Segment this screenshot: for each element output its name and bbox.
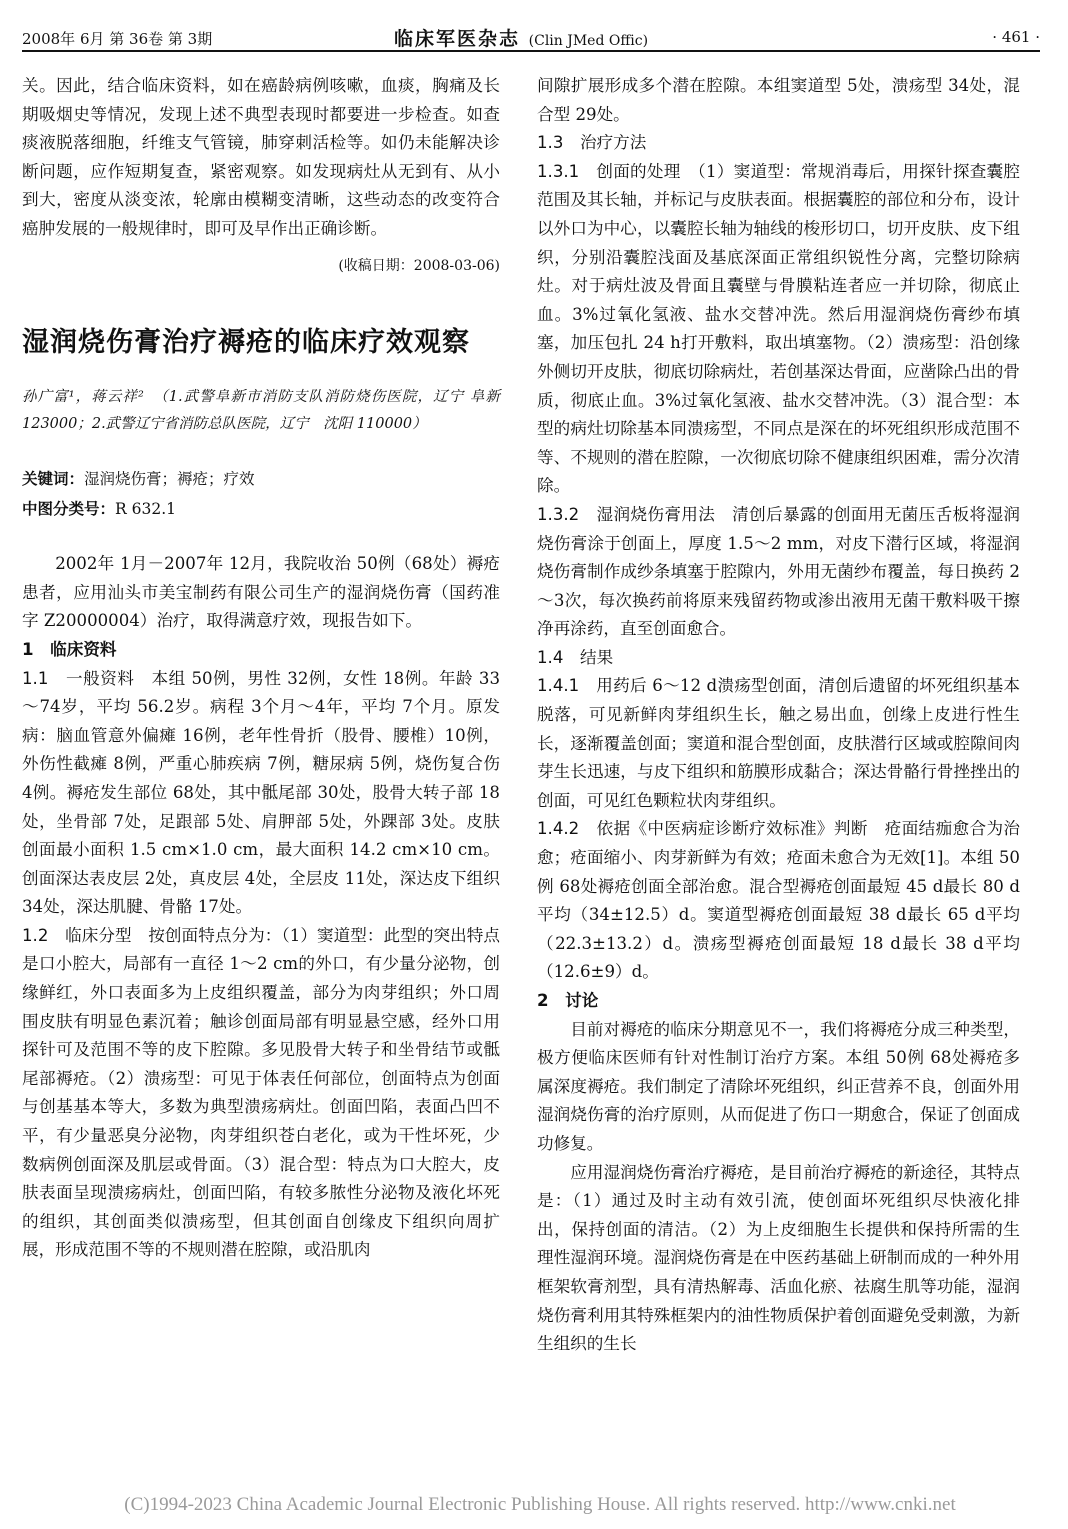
section-1-4-1-heading: 1.4.1 — [537, 676, 580, 696]
spacer — [22, 524, 500, 550]
right-column — [537, 72, 1020, 1359]
article-title: 湿润烧伤膏治疗褥疮的临床疗效观察 — [22, 327, 470, 359]
section-1-4-heading: 1.4 结果 — [537, 647, 614, 667]
issue-info: 2008年 6月 第 36卷 第 3期 — [22, 30, 213, 48]
section-1-4-1 — [537, 672, 1020, 815]
section-1-3-1-text: （1）窦道型：常规消毒后，用探针探查囊腔范围及其长轴，并标记与皮肤表面。根据囊腔的部位和分布，设计以外口为中心，以囊腔长轴为轴线的梭形切口，切开皮肤、皮下组织，分别沿囊腔浅面及基底深面正常组织锐性分离，完整切除病灶。对于病灶波及骨面且囊壁与骨膜粘连者应一并切除，彻底止血。3%过氧化氢液、盐水交替冲洗。然后用湿润烧伤膏纱布填塞，加压包扎 24 h打开敷料，取出填塞物。（2）溃疡型：沿创缘外侧切开皮肤，彻底切除病灶，若创基深达骨面，应凿除凸出的骨质，彻底止血。3%过氧化氢液、盐水交替冲洗。（3）混合型：本型的病灶切除基本同溃疡型，不同点是深在的坏死组织形成范围不等、不规则的潜在腔隙，一次彻底切除不健康组织困难，需分次清除。 — [537, 161, 1020, 496]
section-1-3-2-heading: 1.3.2 湿润烧伤膏用法 — [537, 504, 716, 524]
continued-text: 间隙扩展形成多个潜在腔隙。本组窦道型 5处，溃疡型 34处，混合型 29处。 — [537, 76, 1020, 124]
section-1-2 — [22, 922, 500, 1265]
discussion-paragraph-1: 目前对褥疮的临床分期意见不一，我们将褥疮分成三种类型，极方便临床医师有针对性制订治疗方案。本组 50例 68处褥疮多属深度褥疮。我们制定了清除坏死组织，纠正营养不良，创面外用湿润烧伤膏的治疗原则，从而促进了伤口一期愈合，保证了创面成功修复。 — [537, 1019, 1020, 1153]
section-1-heading: 1 临床资料 — [22, 639, 117, 659]
classification-line — [22, 494, 500, 524]
continued-paragraph: 关。因此，结合临床资料，如在癌龄病例咳嗽，血痰，胸痛及长期吸烟史等情况，发现上述不典型表现时都要进一步检查。如查痰液脱落细胞，纤维支气管镜，肺穿刺活检等。如仍未能解决诊断问题，应作短期复查，紧密观察。如发现病灶从无到有、从小到大，密度从淡变浓，轮廓由模糊变清晰，这些动态的改变符合癌肿发展的一般规律时，即可及早作出正确诊断。 — [22, 76, 500, 238]
intro-paragraph: 2002年 1月－2007年 12月，我院收治 50例（68处）褥疮患者，应用汕头市美宝制药有限公司生产的湿润烧伤膏（国药准字 Z20000004）治疗，取得满意疗效，现报告如下。 — [22, 554, 500, 631]
section-1-3-1 — [537, 158, 1020, 501]
keywords-line — [22, 464, 500, 494]
section-1-3-1-heading: 1.3.1 创面的处理 — [537, 161, 681, 181]
section-1-4-1-text: 用药后 6～12 d溃疡型创面，清创后遗留的坏死组织基本脱落，可见新鲜肉芽组织生长，触之易出血，创缘上皮进行性生长，逐渐覆盖创面；窦道和混合型创面，皮肤潜行区域或腔隙间肉芽生长迅速，与皮下组织和筋膜形成黏合；深达骨骼行骨挫挫出的创面，可见红色颗粒状肉芽组织。 — [537, 676, 1021, 810]
left-column — [22, 72, 515, 1265]
section-1-4-2-text: 依据《中医病症诊断疗效标准》判断 疮面结痂愈合为治愈；疮面缩小、肉芽新鲜为有效；疮面未愈合为无效[1]。本组 50例 68处褥疮创面全部治愈。混合型褥疮创面最短 45 d最长 80 d平均（34±12.5）d。窦道型褥疮创面最短 38 d最长 65 d平均（22.3±13.2）d。溃疡型褥疮创面最短 18 d最长 38 d平均（12.6±9）d。 — [537, 819, 1020, 982]
classification-label: 中图分类号： — [22, 500, 116, 519]
section-1-1-text: 本组 50例，男性 32例，女性 18例。年龄 33～74岁，平均 56.2岁。病程 3个月～4年，平均 7个月。原发病：脑血管意外偏瘫 16例，老年性骨折（股骨、腰椎）10例，外伤性截瘫 8例，严重心肺疾病 7例，糖尿病 5例，烧伤复合伤 4例。褥疮发生部位 68处，其中骶尾部 30处，股骨大转子部 18处，坐骨部 7处，足跟部 5处、肩胛部 5处，外踝部 3处。皮肤创面最小面积 1.5 cm×1.0 cm，最大面积 14.2 cm×10 cm。创面深达表皮层 2处，真皮层 4处，全层皮 11处，深达皮下组织 34处，深达肌腱、骨骼 17处。 — [22, 668, 501, 917]
section-1-1-heading: 1.1 一般资料 — [22, 668, 135, 688]
section-2-heading: 2 讨论 — [537, 991, 599, 1010]
discussion-paragraph-2: 应用湿润烧伤膏治疗褥疮，是目前治疗褥疮的新途径，其特点是：（1）通过及时主动有效引流，使创面坏死组织尽快液化排出，保持创面的清洁。（2）为上皮细胞生长提供和保持所需的生理性湿润环境。湿润烧伤膏是在中医药基础上研制而成的一种外用框架软膏剂型，具有清热解毒、活血化瘀、祛腐生肌等功能，湿润烧伤膏利用其特殊框架内的油性物质保护着创面避免受刺激，为新生组织的生长 — [537, 1162, 1020, 1354]
page-header — [22, 20, 1040, 52]
section-1-3-2 — [537, 501, 1020, 644]
keywords-label: 关键词： — [22, 470, 85, 489]
section-1-3-heading: 1.3 治疗方法 — [537, 133, 647, 153]
section-1-3-2-text: 清创后暴露的创面用无菌压舌板将湿润烧伤膏涂于创面上，厚度 1.5～2 mm，对皮下潜行区域，将湿润烧伤膏制作成纱条填塞于腔隙内，外用无菌纱布覆盖，每日换药 2～3次，每次换药前将原来残留药物或渗出液用无菌干敷料吸干擦净再涂药，直至创面愈合。 — [537, 504, 1020, 639]
section-1-4-2 — [537, 815, 1020, 987]
classification-number: R 632.1 — [115, 500, 176, 519]
section-1-2-text: 按创面特点分为：（1）窦道型：此型的突出特点是口小腔大，局部有一直径 1～2 cm的外口，有少量分泌物，创缘鲜红，外口表面多为上皮组织覆盖，部分为肉芽组织；外口周围皮肤有明显色素沉着；触诊创面局部有明显悬空感，经外口用探针可及范围不等的皮下腔隙。多见股骨大转子和坐骨结节或骶尾部褥疮。（2）溃疡型：可见于体表任何部位，创面特点为创面与创基基本等大，多数为典型溃疡病灶。创面凹陷，表面凸凹不平，有少量恶臭分泌物，肉芽组织苍白老化，或为干性坏死，少数病例创面深及肌层或骨面。（3）混合型：特点为口大腔大，皮肤表面呈现溃疡病灶，创面凹陷，有较多脓性分泌物及液化坏死的组织，其创面类似溃疡型，但其创面自创缘皮下组织向周扩展，形成范围不等的不规则潜在腔隙，或沿肌肉 — [22, 925, 500, 1260]
journal-title-en: (Clin JMed Offic) — [528, 33, 649, 49]
section-1-1 — [22, 665, 500, 922]
section-1-2-heading: 1.2 临床分型 — [22, 925, 132, 945]
journal-title — [394, 24, 648, 51]
copyright-watermark: (C)1994-2023 China Academic Journal Electronic Publishing House. All rights reserved. http://www.cnki.net — [124, 1494, 956, 1515]
journal-title-cn: 临床军医杂志 — [394, 28, 521, 50]
received-date: (收稿日期：2008-03-06) — [338, 257, 500, 274]
authors: 孙广富¹，蒋云祥² （1.武警阜新市消防支队消防烧伤医院，辽宁 阜新 123000；2.武警辽宁省消防总队医院，辽宁 沈阳 110000） — [22, 389, 515, 433]
keywords: 湿润烧伤膏；褥疮；疗效 — [84, 470, 255, 489]
page-number: · 461 · — [992, 28, 1040, 46]
section-1-4-2-heading: 1.4.2 — [537, 819, 580, 839]
